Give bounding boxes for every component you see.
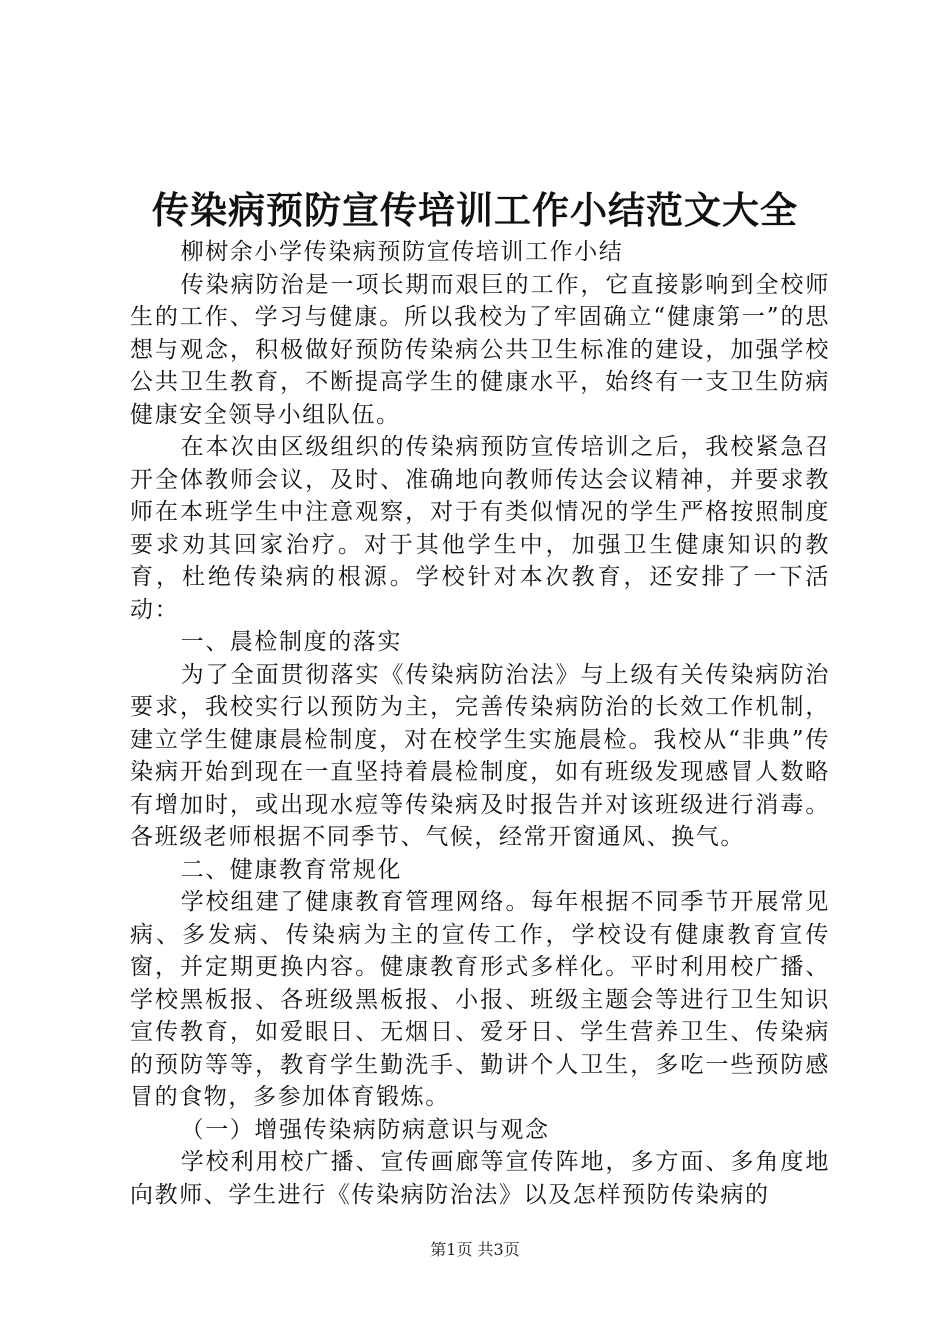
paragraph-morning-check: 为了全面贯彻落实《传染病防治法》与上级有关传染病防治要求，我校实行以预防为主，完善传染病防治的长效工作机制，建立学生健康晨检制度，对在校学生实施晨检。我校从“非典”传染病开始到现在一直坚持着晨检制度，如有班级发现感冒人数略有增加时，或出现水痘等传染病及时报告并对该班级进行消毒。各班级老师根据不同季节、气候，经常开窗通风、换气。	[130, 661, 830, 850]
paragraph-awareness: 学校利用校广播、宣传画廊等宣传阵地，多方面、多角度地向教师、学生进行《传染病防治法》以及怎样预防传染病的	[130, 1149, 830, 1208]
subsection-heading-awareness: （一）增强传染病防病意识与观念	[180, 1116, 550, 1143]
paragraph-intro: 传染病防治是一项长期而艰巨的工作，它直接影响到全校师生的工作、学习与健康。所以我校为了牢固确立“健康第一”的思想与观念，积极做好预防传染病公共卫生标准的建设，加强学校公共卫生教育，不断提高学生的健康水平，始终有一支卫生防病健康安全领导小组队伍。	[130, 271, 830, 428]
paragraph-meeting: 在本次由区级组织的传染病预防宣传培训之后，我校紧急召开全体教师会议，及时、准确地向教师传达会议精神，并要求教师在本班学生中注意观察，对于有类似情况的学生严格按照制度要求劝其回家治疗。对于其他学生中，加强卫生健康知识的教育，杜绝传染病的根源。学校针对本次教育，还安排了一下活动：	[130, 434, 830, 623]
page-footer: 第1页 共3页	[430, 1240, 520, 1259]
document-body	[130, 236, 830, 1211]
document-subtitle: 柳树余小学传染病预防宣传培训工作小结	[180, 239, 624, 265]
section-heading-health-education: 二、健康教育常规化	[180, 856, 402, 883]
paragraph-health-education: 学校组建了健康教育管理网络。每年根据不同季节开展常见病、多发病、传染病为主的宣传工作，学校设有健康教育宣传窗，并定期更换内容。健康教育形式多样化。平时利用校广播、学校黑板报、各班级黑板报、小报、班级主题会等进行卫生知识宣传教育，如爱眼日、无烟日、爱牙日、学生营养卫生、传染病的预防等等，教育学生勤洗手、勤讲个人卫生，多吃一些预防感冒的食物，多参加体育锻炼。	[130, 889, 830, 1110]
section-heading-morning-check: 一、晨检制度的落实	[180, 629, 402, 655]
document-title: 传染病预防宣传培训工作小结范文大全	[152, 188, 798, 232]
